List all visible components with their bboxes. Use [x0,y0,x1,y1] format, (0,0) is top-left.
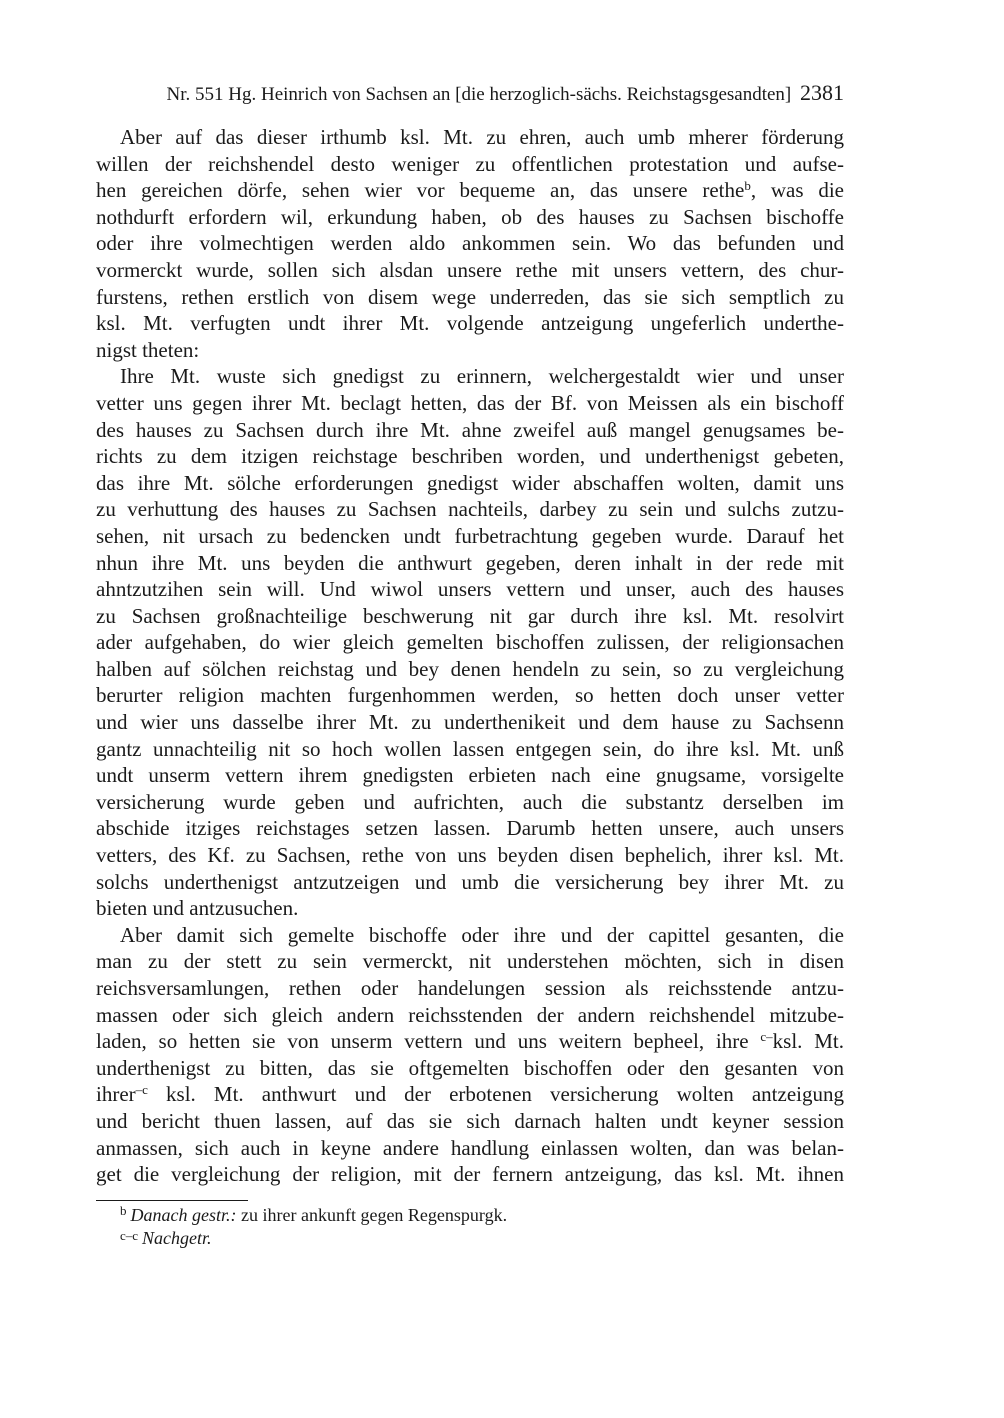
footnote-text: zu ihrer ankunft gegen Regenspurgk. [236,1205,508,1225]
running-header [96,80,844,108]
text-line: Ihre Mt. wuste sich gnedigst zu erinnern, welchergestaldt wier und unser [120,364,844,389]
text-line: zu Sachsen großnachteilige beschwerung nit gar durch ihre ksl. Mt. resolvirt [96,603,844,628]
text-segment: hen gereichen dörfe, sehen wier vor bequeme an, das unsere rethe [96,178,745,203]
text-line [96,177,844,204]
footnotes [120,1204,840,1250]
text-line: get die vergleichung der religion, mit der fernern antzeigung, das ksl. Mt. ihnen [96,1162,844,1187]
text-line: solchs underthenigst antzutzeigen und umb die versicherung bey ihrer Mt. zu [96,869,844,894]
text-line: und wier uns dasselbe ihrer Mt. zu underthenikeit und dem hause zu Sachsenn [96,710,844,735]
text-line: massen oder sich gleich andern reichsstenden der andern reichshendel mitzube- [96,1002,844,1027]
text-segment: ksl. Mt. [772,1029,845,1054]
footnote-mark: b [120,1203,127,1218]
text-line: oder ihre volmechtigen werden aldo ankommen sein. Wo das befunden und [96,231,844,256]
footnote-c [120,1227,840,1250]
text-line: anmassen, sich auch in keyne andere handlung einlassen wolten, dan was belan- [96,1135,844,1160]
footnote-ref-c-start: c– [760,1029,773,1045]
text-line: Aber auf das dieser irthumb ksl. Mt. zu ehren, auch umb mherer förderung [120,125,844,149]
text-line: furstens, rethen erstlich von disem wege underreden, das sie sich semptlich zu [96,284,844,309]
text-line [96,1081,844,1108]
text-segment: , was die [750,178,844,203]
text-line: abschide itziges reichstages setzen lassen. Darumb hetten unsere, auch unsers [96,816,844,841]
footnote-ref-c-end: –c [135,1082,148,1098]
text-line: versicherung wurde geben und aufrichten, auch die substantz derselben im [96,789,844,814]
text-line: gantz unnachteilig nit so hoch wollen lassen entgegen sein, do ihre ksl. Mt. unß [96,736,844,761]
header-title: Nr. 551 Hg. Heinrich von Sachsen an [die herzoglich-sächs. Reichstagsgesandten] [166,84,792,105]
text-line: willen der reichshendel desto weniger zu offentlichen protestation und aufse- [96,151,844,176]
text-segment: laden, so hetten sie von unserm vettern und uns weitern bepheel, ihre [96,1029,761,1054]
text-line: ader aufgehaben, do wier gleich gemelten bischoffen zulissen, der religionsachen [96,630,844,655]
text-line [96,1028,844,1055]
text-line: man zu der stett zu sein vermerckt, nit understehen möchten, sich in disen [96,949,844,974]
text-line: nhun ihre Mt. uns beyden die anthwurt gegeben, deren inhalt in der rede mit [96,550,844,575]
text-line: vormerckt wurde, sollen sich alsdan unsere rethe mit unsers vettern, des chur- [96,257,844,282]
text-segment: ihrer [96,1082,136,1107]
footnote-divider [96,1200,248,1201]
text-line: zu verhuttung des hauses zu Sachsen nachteils, darbey zu sein und sulchs zutzu- [96,497,844,522]
text-line: vetters, des Kf. zu Sachsen, rethe von uns beyden disen bephelich, ihrer ksl. Mt. [96,843,844,868]
footnote-ref-b: b [744,178,751,194]
text-line: nothdurft erfordern wil, erkundung haben, ob des hauses zu Sachsen bischoffe [96,204,844,229]
text-line: berurter religion machten furgenhommen werden, so hetten doch unser vetter [96,683,844,708]
footnote-label: Danach gestr.: [130,1205,237,1225]
text-line: ksl. Mt. verfugten undt ihrer Mt. volgende antzeigung ungeferlich underthe- [96,311,844,336]
footnote-mark: c–c [120,1228,139,1243]
main-text [96,124,844,1188]
text-line: halben auf sölchen reichstag und bey denen hendeln zu sein, so zu vergleichung [96,656,844,681]
text-line: sehen, nit ursach zu bedencken undt furbetrachtung gegeben wurde. Darauf het [96,523,844,548]
text-line: richts zu dem itzigen reichstage beschriben worden, und underthenigst gebeten, [96,444,844,469]
footnote-text: Nachgetr. [142,1228,212,1248]
footnote-b [120,1204,840,1227]
text-line: reichsversamlungen, rethen oder handelungen session als reichsstende antzu- [96,976,844,1000]
text-line: undt unserm vettern ihrem gnedigsten erbieten nach eine gnugsame, vorsigelte [96,763,844,788]
text-line: und bericht thuen lassen, auf das sie sich darnach halten undt keyner session [96,1108,844,1133]
text-line: Aber damit sich gemelte bischoffe oder ihre und der capittel gesanten, die [120,922,844,947]
text-line: des hauses zu Sachsen durch ihre Mt. ahne zweifel auß mangel genugsames be- [96,417,844,442]
text-line: vetter uns gegen ihrer Mt. beclagt hetten, das der Bf. von Meissen als ein bischoff [96,390,844,415]
text-line: das ihre Mt. sölche erforderungen gnedigst wider abschaffen wolten, damit uns [96,470,844,495]
text-line: underthenigst zu bitten, das sie oftgemelten bischoffen oder den gesanten von [96,1055,844,1080]
text-line: bieten und antzusuchen. [96,896,299,921]
text-line: nigst theten: [96,337,200,362]
text-line: ahntzutzihen sein will. Und wiwol unsers vettern und unser, auch des hauses [96,577,844,602]
text-segment: ksl. Mt. anthwurt und der erbotenen versicherung wolten antzeigung [147,1082,844,1107]
page-number: 2381 [800,80,844,105]
